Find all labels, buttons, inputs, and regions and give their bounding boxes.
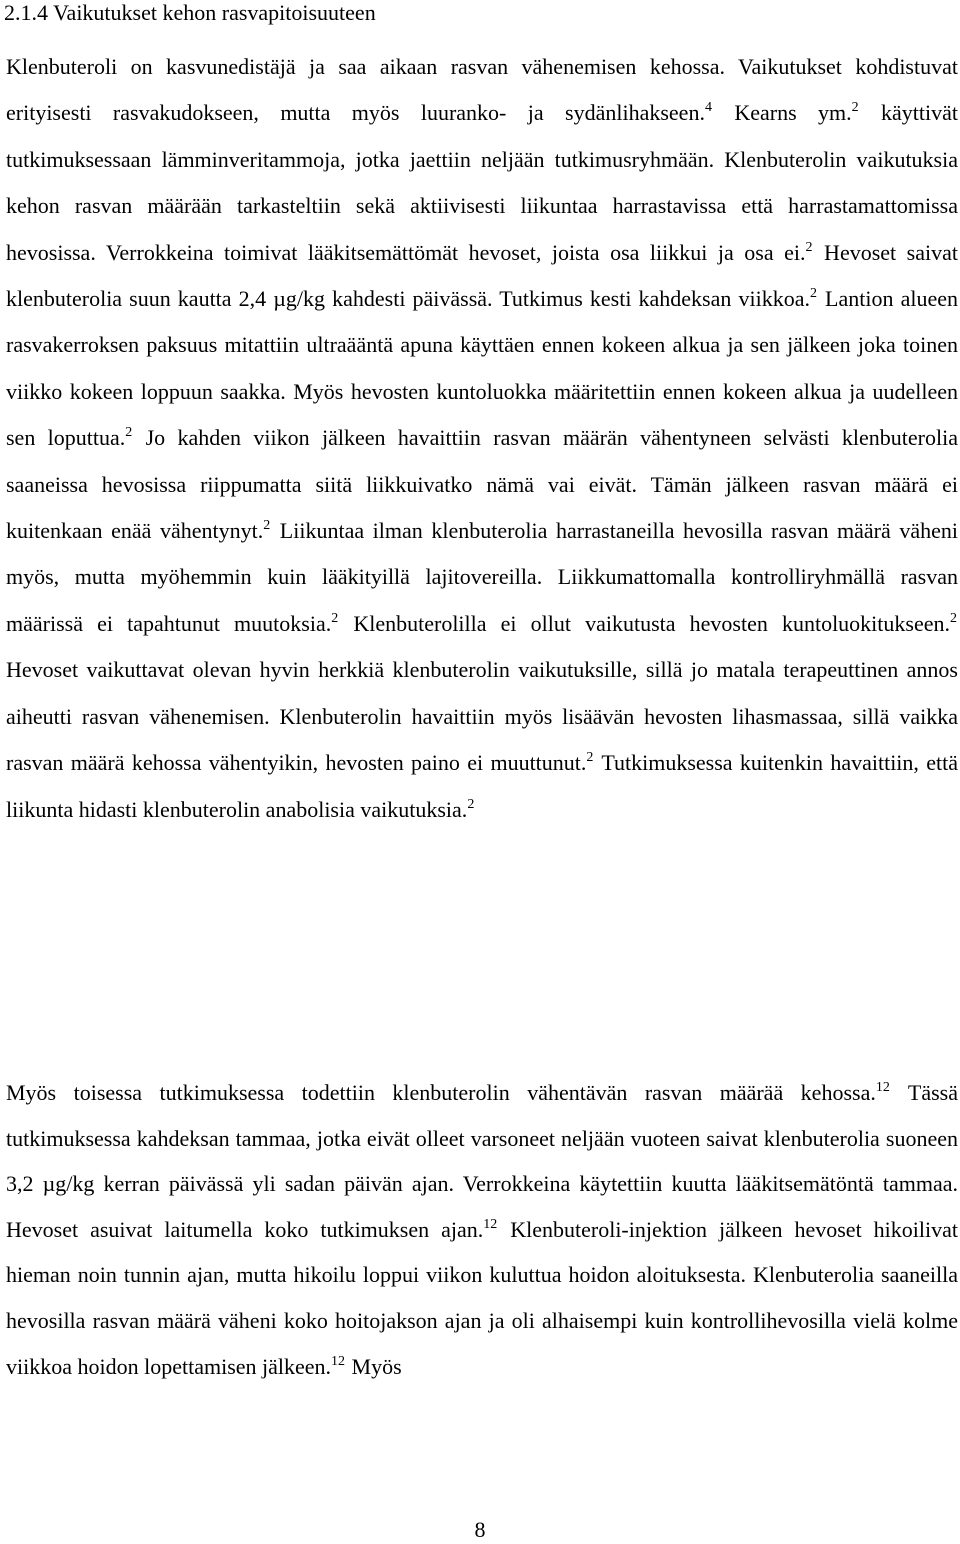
citation-ref: 2 — [331, 610, 339, 626]
text-run: Hevoset saivat klenbuterolia suun kautta 2,4 µg/kg kahdesti päivässä. Tutkimus kesti kahdeksan viikkoa. — [6, 239, 958, 312]
body-paragraph-2 — [6, 1070, 958, 1389]
body-paragraph-1 — [6, 44, 958, 833]
page-number: 8 — [474, 1517, 486, 1542]
text-run: Kearns ym. — [712, 100, 852, 126]
text-run: Klenbuteroli on kasvunedistäjä ja saa aikaan rasvan vähenemisen kehossa. Vaikutukset kohdistuvat erityisesti rasvakudokseen, mutta myös luuranko- ja sydänlihakseen. — [6, 54, 958, 126]
citation-ref: 2 — [805, 239, 813, 255]
text-run: Hevoset vaikuttavat olevan hyvin herkkiä klenbuterolin vaikutuksille, sillä jo matala terapeuttinen annos aiheutti rasvan vähenemisen. Klenbuterolin havaittiin myös lisäävän hevosten lihasmassaa, sillä vaikka rasvan määrä kehossa vähentyikin, hevosten paino ei muuttunut. — [6, 657, 958, 776]
text-run: Liikuntaa ilman klenbuterolia harrastaneilla hevosilla rasvan määrä väheni myös, mutta myöhemmin kuin lääkityillä lajitovereilla. Liikkumattomalla kontrolliryhmällä rasvan määrissä ei tapahtunut muutoksia. — [6, 518, 958, 636]
citation-ref: 12 — [483, 1216, 498, 1232]
citation-ref: 2 — [263, 518, 271, 534]
text-run: Myös toisessa tutkimuksessa todettiin klenbuterolin vähentävän rasvan määrää kehossa. — [6, 1080, 876, 1105]
citation-ref: 4 — [704, 100, 712, 116]
text-run: käyttivät tutkimuksessaan lämminveritammoja, jotka jaettiin neljään tutkimusryhmään. Klenbuterolin vaikutuksia kehon rasvan määrään tarkasteltiin sekä aktiivisesti liikuntaa harrastavissa että harrastamattomissa hevosissa. Verrokkeina toimivat lääkitsemättömät hevoset, joista osa liikkui ja osa ei. — [6, 100, 959, 265]
citation-ref: 2 — [851, 100, 859, 116]
text-run: Myös — [346, 1353, 402, 1379]
section-heading: 2.1.4 Vaikutukset kehon rasvapitoisuuteen — [4, 0, 376, 25]
citation-ref: 2 — [125, 425, 133, 441]
text-run: Tutkimuksessa kuitenkin havaittiin, että liikunta hidasti klenbuterolin anabolisia vaikutuksia. — [6, 750, 959, 822]
citation-ref: 12 — [875, 1080, 890, 1095]
citation-ref: 2 — [809, 286, 817, 302]
text-run: Klenbuterolilla ei ollut vaikutusta hevosten kuntoluokitukseen. — [339, 610, 950, 636]
citation-ref: 2 — [467, 796, 475, 812]
citation-ref: 2 — [586, 750, 594, 766]
citation-ref: 12 — [331, 1353, 346, 1369]
text-run: Tässä tutkimuksessa kahdeksan tammaa, jotka eivät olleet varsoneet neljään vuoteen saivat klenbuterolia suoneen 3,2 µg/kg kerran päivässä yli sadan päivän ajan. Verrokkeina käytettiin kuutta lääkitsemätöntä tammaa. Hevoset asuivat laitumella koko tutkimuksen ajan. — [6, 1080, 959, 1242]
text-run: Lantion alueen rasvakerroksen paksuus mitattiin ultraääntä apuna käyttäen ennen kokeen alkua ja sen jälkeen joka toinen viikko kokeen loppuun saakka. Myös hevosten kuntoluokka määritettiin ennen kokeen alkua ja uudelleen sen loputtua. — [6, 286, 958, 451]
citation-ref: 2 — [950, 610, 957, 626]
text-run: Jo kahden viikon jälkeen havaittiin rasvan määrän vähentyneen selvästi klenbuterolia saaneissa hevosissa riippumatta siitä liikkuivatko nämä vai eivät. Tämän jälkeen rasvan määrä ei kuitenkaan enää vähentynyt. — [6, 425, 958, 544]
text-run: Klenbuteroli-injektion jälkeen hevoset hikoilivat hieman noin tunnin ajan, mutta hikoilu loppui viikon kuluttua hoidon aloituksesta. Klenbuterolia saaneilla hevosilla rasvan määrä väheni koko hoitojakson ajan ja oli alhaisempi kuin kontrollihevosilla vielä kolme viikkoa hoidon lopettamisen jälkeen. — [6, 1216, 958, 1379]
